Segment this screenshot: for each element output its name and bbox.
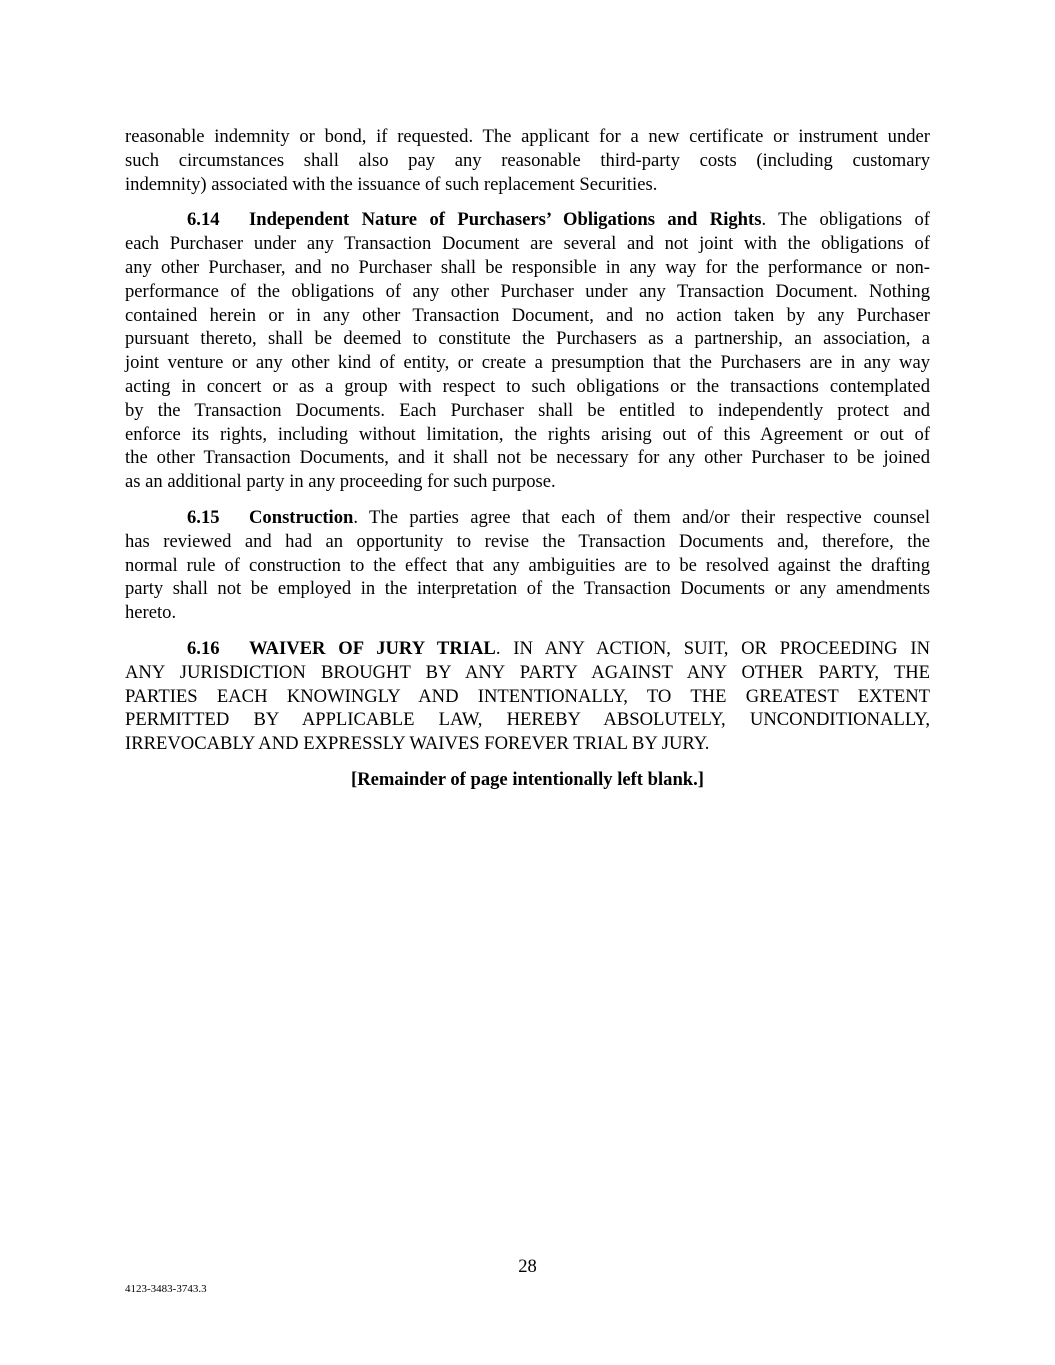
text-line: contained herein or in any other Transaction Document, and no action taken by any Purchaser <box>125 304 930 326</box>
text-line: the other Transaction Documents, and it shall not be necessary for any other Purchaser to be joined <box>125 447 930 469</box>
section-text: . The obligations of <box>761 209 930 231</box>
section-text: . IN ANY ACTION, SUIT, OR PROCEEDING IN <box>495 637 931 659</box>
text-line: performance of the obligations of any other Purchaser under any Transaction Document. Nothing <box>125 280 930 302</box>
text-line: as an additional party in any proceeding for such purpose. <box>125 471 556 493</box>
section-6-14 <box>125 208 930 494</box>
text-line: normal rule of construction to the effect that any ambiguities are to be resolved against the drafting <box>125 554 930 576</box>
section-6-16 <box>125 637 930 756</box>
section-number: 6.15 <box>187 506 220 528</box>
text-line: hereto. <box>125 602 177 624</box>
text-line: joint venture or any other kind of entity, or create a presumption that the Purchasers are in any way <box>125 352 930 374</box>
text-line: such circumstances shall also pay any reasonable third-party costs (including customary <box>125 149 930 171</box>
text-line: each Purchaser under any Transaction Document are several and not joint with the obligations of <box>125 233 930 255</box>
section-number: 6.14 <box>187 209 220 231</box>
text-line: IRREVOCABLY AND EXPRESSLY WAIVES FOREVER TRIAL BY JURY. <box>125 733 710 755</box>
text-line: party shall not be employed in the interpretation of the Transaction Documents or any amendments <box>125 578 930 600</box>
text-line: PERMITTED BY APPLICABLE LAW, HEREBY ABSOLUTELY, UNCONDITIONALLY, <box>125 709 930 731</box>
text-line: acting in concert or as a group with respect to such obligations or the transactions contemplated <box>125 375 930 397</box>
section-6-15 <box>125 506 930 625</box>
text-line: has reviewed and had an opportunity to revise the Transaction Documents and, therefore, the <box>125 530 930 552</box>
section-title: Construction <box>249 506 354 528</box>
document-id: 4123-3483-3743.3 <box>125 1283 207 1295</box>
text-line: pursuant thereto, shall be deemed to constitute the Purchasers as a partnership, an association, a <box>125 328 930 350</box>
section-title: Independent Nature of Purchasers’ Obligations and Rights <box>249 209 762 231</box>
text-line: ANY JURISDICTION BROUGHT BY ANY PARTY AGAINST ANY OTHER PARTY, THE <box>125 661 930 683</box>
document-body <box>125 125 930 792</box>
section-number: 6.16 <box>187 637 220 659</box>
text-line: enforce its rights, including without limitation, the rights arising out of this Agreement or out of <box>125 423 930 445</box>
text-line: indemnity) associated with the issuance of such replacement Securities. <box>125 173 658 195</box>
section-title: WAIVER OF JURY TRIAL <box>249 637 496 659</box>
section-text: . The parties agree that each of them and/or their respective counsel <box>353 506 930 528</box>
text-line: by the Transaction Documents. Each Purchaser shall be entitled to independently protect and <box>125 399 930 421</box>
text-line: PARTIES EACH KNOWINGLY AND INTENTIONALLY, TO THE GREATEST EXTENT <box>125 685 930 707</box>
text-line: any other Purchaser, and no Purchaser shall be responsible in any way for the performance or non- <box>125 256 930 278</box>
paragraph-continuation <box>125 125 930 196</box>
page-number: 28 <box>518 1256 537 1277</box>
text-line: reasonable indemnity or bond, if requested. The applicant for a new certificate or instrument under <box>125 126 930 147</box>
remainder-note: [Remainder of page intentionally left blank.] <box>351 768 704 790</box>
